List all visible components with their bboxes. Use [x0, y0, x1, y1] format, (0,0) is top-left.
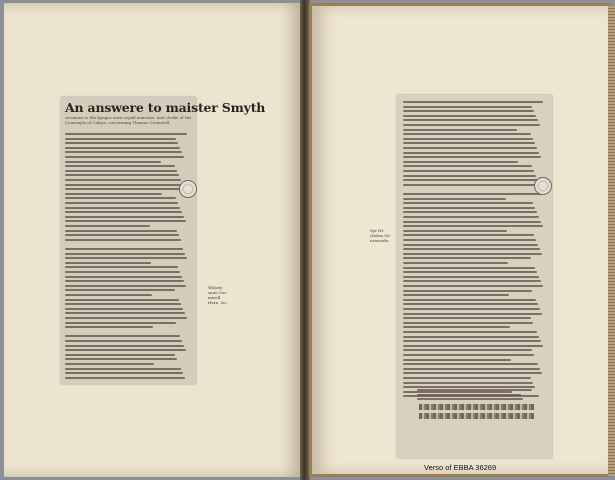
text-line — [403, 147, 537, 149]
text-line — [403, 280, 541, 282]
broadside-subtitle-2: Counsayle of Calays, concerning Thomas Cromwell. — [65, 120, 171, 125]
text-line — [65, 372, 183, 374]
text-line — [403, 276, 539, 278]
text-line — [403, 119, 538, 121]
text-line — [65, 299, 179, 301]
text-line — [417, 389, 532, 391]
text-line — [65, 303, 181, 305]
text-line — [403, 336, 539, 338]
text-line — [403, 175, 536, 177]
text-line — [403, 290, 532, 292]
text-line — [403, 216, 539, 218]
text-line — [403, 110, 534, 112]
text-line — [403, 391, 512, 393]
text-line — [65, 257, 187, 259]
text-line — [65, 188, 185, 190]
text-line — [403, 101, 543, 103]
text-line — [403, 244, 538, 246]
text-line — [403, 340, 541, 342]
text-line — [417, 394, 521, 396]
text-line — [403, 303, 538, 305]
ornament-border — [419, 404, 534, 410]
text-line — [65, 289, 175, 291]
text-line — [65, 174, 179, 176]
text-line — [65, 147, 180, 149]
text-line — [403, 308, 540, 310]
margin-note-line: Here, &c. — [208, 300, 228, 305]
text-line — [403, 106, 532, 108]
text-line — [403, 221, 541, 223]
library-stamp-icon — [534, 177, 552, 195]
text-line — [65, 211, 182, 213]
text-line — [403, 285, 543, 287]
text-line — [403, 211, 537, 213]
library-stamp-icon — [179, 180, 197, 198]
text-line — [65, 345, 184, 347]
text-line — [65, 262, 151, 264]
text-line — [403, 382, 533, 384]
text-line — [403, 395, 539, 397]
text-line — [65, 197, 176, 199]
text-line — [65, 326, 153, 328]
text-line — [403, 184, 540, 186]
text-line — [65, 312, 185, 314]
text-line — [403, 179, 538, 181]
text-line — [403, 326, 510, 328]
text-line — [65, 294, 152, 296]
text-line — [403, 115, 536, 117]
text-line — [403, 345, 543, 347]
text-line — [65, 266, 178, 268]
left-page — [4, 3, 302, 477]
text-line — [65, 271, 180, 273]
margin-note-line: saus Cro- — [208, 290, 228, 295]
text-line — [403, 331, 537, 333]
text-line — [403, 257, 531, 259]
text-line — [65, 358, 177, 360]
text-line — [65, 253, 185, 255]
page-edges — [608, 6, 615, 476]
text-line — [65, 138, 176, 140]
text-line — [403, 152, 539, 154]
text-line — [417, 398, 523, 400]
text-line — [403, 354, 534, 356]
text-line — [65, 230, 177, 232]
text-line — [403, 248, 540, 250]
text-line — [403, 313, 542, 315]
text-line — [403, 207, 535, 209]
text-line — [403, 359, 511, 361]
text-line — [65, 220, 186, 222]
text-line — [65, 280, 184, 282]
text-line — [403, 230, 507, 232]
text-line — [65, 170, 177, 172]
text-line — [403, 294, 509, 296]
text-line — [403, 165, 532, 167]
text-line — [65, 335, 180, 337]
margin-note-line: mwell. — [208, 295, 222, 300]
text-line — [65, 354, 175, 356]
text-line — [65, 207, 180, 209]
text-line — [403, 170, 534, 172]
text-line — [65, 340, 182, 342]
left-margin-note — [208, 285, 228, 305]
text-line — [403, 386, 535, 388]
broadside-title: An answere to maister Smyth — [65, 100, 266, 115]
text-line — [65, 133, 187, 135]
text-line — [403, 198, 506, 200]
text-line — [65, 202, 178, 204]
text-line — [403, 377, 531, 379]
text-line — [403, 225, 543, 227]
text-line — [65, 184, 183, 186]
broadside-left — [61, 97, 266, 384]
text-line — [403, 253, 542, 255]
text-line — [403, 202, 533, 204]
text-line — [65, 165, 175, 167]
text-line — [403, 262, 508, 264]
text-line — [65, 239, 181, 241]
text-line — [65, 151, 182, 153]
broadside-right — [397, 95, 552, 458]
text-line — [403, 133, 531, 135]
text-line — [65, 368, 181, 370]
text-line — [403, 271, 537, 273]
broadside-subtitle-1: seruaunt to the kynges most royall maiestie. And clerke of the — [65, 115, 192, 120]
text-line — [65, 193, 162, 195]
text-line — [403, 124, 540, 126]
text-line — [65, 276, 182, 278]
margin-note-line: newoode. — [370, 238, 390, 243]
text-line — [403, 372, 542, 374]
text-line — [403, 129, 517, 131]
text-line — [403, 234, 534, 236]
text-line — [403, 138, 533, 140]
text-line — [65, 317, 187, 319]
text-line — [403, 322, 533, 324]
text-line — [403, 299, 536, 301]
text-line — [403, 156, 541, 158]
text-line — [65, 161, 161, 163]
text-line — [403, 267, 535, 269]
margin-note-line: Wolsey — [208, 285, 223, 290]
text-line — [65, 142, 178, 144]
text-line — [65, 234, 179, 236]
ornament-border — [419, 413, 534, 419]
text-line — [403, 239, 536, 241]
text-line — [65, 285, 186, 287]
text-line — [403, 349, 532, 351]
text-line — [403, 193, 542, 195]
text-line — [65, 179, 181, 181]
margin-note-line: Syr Ni- — [370, 228, 385, 233]
text-line — [403, 317, 531, 319]
text-line — [65, 377, 185, 379]
text-line — [65, 363, 154, 365]
text-line — [65, 156, 184, 158]
text-line — [65, 322, 176, 324]
right-margin-note — [370, 228, 391, 243]
margin-note-line: cholas Ge- — [370, 233, 392, 238]
text-line — [65, 308, 183, 310]
text-line — [65, 225, 150, 227]
text-line — [403, 161, 518, 163]
text-line — [403, 368, 540, 370]
page-caption: Verso of EBBA 36269 — [424, 463, 497, 472]
text-line — [65, 248, 183, 250]
text-line — [65, 216, 184, 218]
text-line — [403, 142, 535, 144]
text-line — [65, 349, 186, 351]
text-line — [403, 363, 538, 365]
